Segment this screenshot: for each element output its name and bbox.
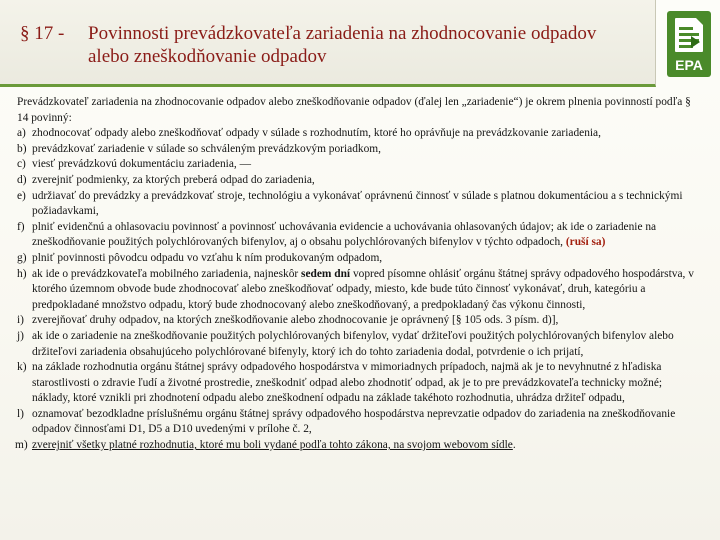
item-letter: b) xyxy=(17,142,27,155)
item-tail: . xyxy=(512,439,516,452)
obligations-list xyxy=(17,126,701,453)
item-text: oznamovať bezodkladne príslušnému orgánu štátnej správy odpadového hospodárstva neprevzatie odpadov do zariadenia na zneškodňovanie odpadov činnosťami D1, D5 a D10 uvedenými v prílohe č. 2, xyxy=(32,407,676,436)
item-letter: m) xyxy=(15,439,28,452)
deadline-highlight: sedem dní xyxy=(301,267,351,280)
item-text: zverejniť podmienky, za ktorých preberá odpad do zariadenia, xyxy=(32,173,315,186)
logo-text: EPA xyxy=(675,57,703,73)
content xyxy=(17,95,701,454)
list-item xyxy=(17,189,701,220)
item-text: zverejňovať druhy odpadov, na ktorých zneškodňovanie alebo zhodnocovanie je oprávnený [§ 105 ods. 3 písm. d)], xyxy=(32,314,559,327)
list-item xyxy=(17,313,701,329)
list-item xyxy=(17,220,701,251)
list-item xyxy=(17,438,701,454)
list-item xyxy=(17,360,701,407)
item-letter: k) xyxy=(17,361,27,374)
section-number: § 17 - xyxy=(20,23,65,44)
item-text: zverejniť všetky platné rozhodnutia, ktoré mu boli vydané podľa tohto zákona, na svojom webovom sídle xyxy=(32,439,513,452)
item-letter: j) xyxy=(17,329,24,342)
list-item xyxy=(17,157,701,173)
item-text: na základe rozhodnutia orgánu štátnej správy odpadového hospodárstva v mimoriadnych prípadoch, najmä ak je to nevyhnutné z hľadiska starostlivosti o zdravie ľudí a životné prostredie, zneškodniť odpad alebo zhodnotiť odpad, ak je to pre prevádzkovateľa technicky možné; náklady, ktoré vznikli pri zhodnotení odpadu alebo zneškodnení odpadu na základe takéhoto rozhodnutia, uhrádza držiteľ odpadu, xyxy=(32,361,663,405)
item-text: udržiavať do prevádzky a prevádzkovať stroje, technológiu a vykonávať oprávnenú činnosť v súlade s platnou dokumentáciou a s technickými požiadavkami, xyxy=(32,189,683,218)
item-letter: h) xyxy=(17,267,27,280)
item-text-before: ak ide o prevádzkovateľa mobilného zariadenia, najneskôr xyxy=(32,267,299,280)
item-text-after: vopred písomne ohlásiť orgánu štátnej správy odpadového hospodárstva, v ktorého územnom obvode bude zhodnocovať alebo zneškodňovať odpady, miesto, kde bude túto činnosť vykonávať, druh, kategóriu a predpokladané množstvo odpadu, ktorý bude zhodnocovaný alebo zneškodňovaný, a predpokladaný čas výkonu činnosti, xyxy=(32,267,694,311)
item-text: plniť povinnosti pôvodcu odpadu vo vzťahu k ním produkovaným odpadom, xyxy=(32,251,383,264)
list-item xyxy=(17,329,701,360)
item-text: zhodnocovať odpady alebo zneškodňovať odpady v súlade s rozhodnutím, ktoré ho oprávňuje na prevádzkovanie zariadenia, xyxy=(32,127,601,140)
intro-paragraph: Prevádzkovateľ zariadenia na zhodnocovanie odpadov alebo zneškodňovanie odpadov (ďalej len „zariadenie“) je okrem plnenia povinností podľa § 14 povinný: xyxy=(17,96,691,124)
list-item xyxy=(17,251,701,267)
epa-logo xyxy=(667,11,711,77)
document-arrow-icon xyxy=(675,18,703,52)
item-text: prevádzkovať zariadenie v súlade so schváleným prevádzkovým poriadkom, xyxy=(32,142,381,155)
item-text: plniť evidenčnú a ohlasovaciu povinnosť a povinnosť uchovávania evidencie a uchovávania ohlasovaných údajov; ak ide o zariadenie na zneškodňovanie použitých polychlórovaných bifenylov, aj o obsahu polychlórovaných bifenylov v týchto odpadoch, xyxy=(32,220,657,249)
item-letter: g) xyxy=(17,251,27,264)
repealed-note: (ruší sa) xyxy=(565,236,606,249)
item-letter: d) xyxy=(17,173,27,186)
title-bar xyxy=(0,0,656,87)
item-letter: a) xyxy=(17,127,26,140)
item-text: ak ide o zariadenie na zneškodňovanie použitých polychlórovaných bifenylov, vydať držiteľovi použitých polychlórovaných bifenylov alebo držiteľovi zariadenia obsahujúceho polychlórované bifenyly, ktorý ich do tohto zariadenia dodal, potvrdenie o ich prijatí, xyxy=(32,329,674,358)
item-letter: c) xyxy=(17,158,26,171)
list-item xyxy=(17,267,701,314)
list-item xyxy=(17,126,701,142)
item-letter: i) xyxy=(17,314,24,327)
list-item xyxy=(17,407,701,438)
list-item xyxy=(17,142,701,158)
item-letter: e) xyxy=(17,189,26,202)
item-letter: l) xyxy=(17,407,24,420)
item-text: viesť prevádzkovú dokumentáciu zariadenia, — xyxy=(32,158,251,171)
title-text: Povinnosti prevádzkovateľa zariadenia na zhodnocovanie odpadov alebo zneškodňovanie odpadov xyxy=(88,23,597,67)
item-letter: f) xyxy=(17,220,25,233)
list-item xyxy=(17,173,701,189)
